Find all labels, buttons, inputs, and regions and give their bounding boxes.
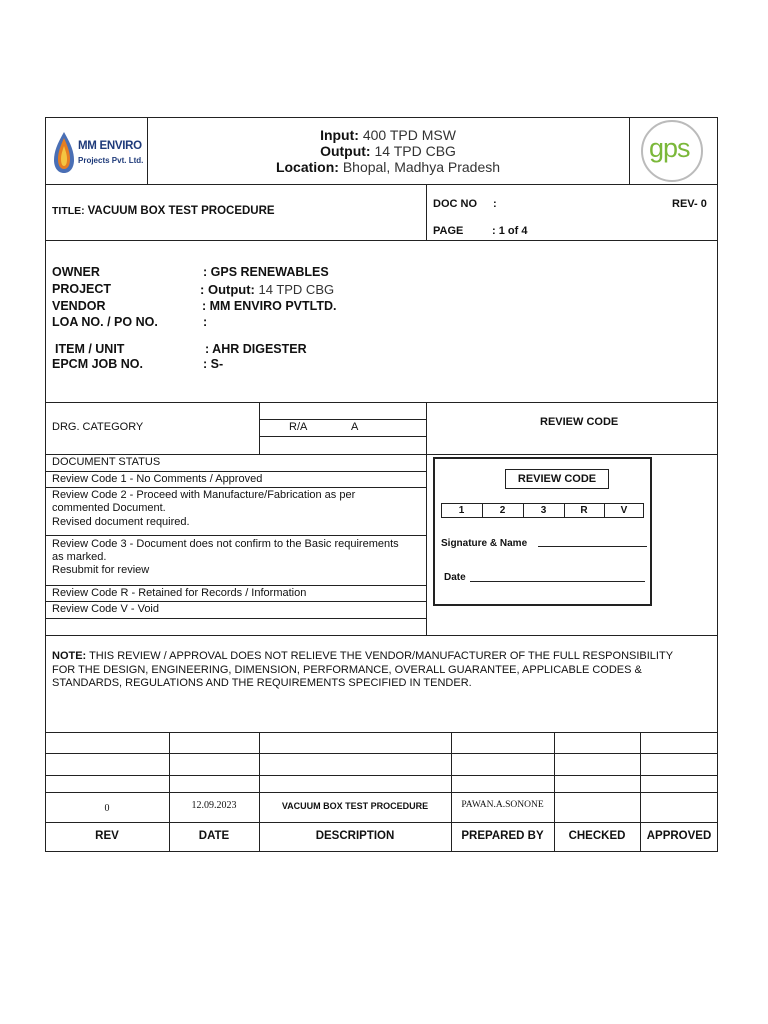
review-code-2-line1: Review Code 2 - Proceed with Manufacture/Fabrication as per — [52, 489, 356, 501]
note-line1: NOTE: THIS REVIEW / APPROVAL DOES NOT RELIEVE THE VENDOR/MANUFACTURER OF THE FULL RESPONSIBILITY — [52, 650, 674, 662]
header-date: DATE — [198, 830, 230, 842]
doc-no-label: DOC NO — [433, 198, 477, 210]
review-code-heading: REVIEW CODE — [540, 416, 619, 428]
review-code-3-line2: as marked. — [52, 551, 107, 563]
owner-value: : GPS RENEWABLES — [203, 265, 329, 279]
date-line[interactable] — [470, 581, 645, 582]
document-status-heading: DOCUMENT STATUS — [52, 456, 161, 468]
loa-label: LOA NO. / PO NO. — [52, 315, 158, 329]
review-code-3-line1: Review Code 3 - Document does not confirm to the Basic requirements — [52, 538, 399, 550]
header-checked: CHECKED — [568, 830, 626, 842]
owner-label: OWNER — [52, 265, 100, 279]
header-input-line: Input: 400 TPD MSW — [320, 127, 456, 143]
mm-enviro-logo — [52, 130, 144, 176]
drg-category-label: DRG. CATEGORY — [52, 421, 144, 433]
review-code-v: Review Code V - Void — [52, 603, 159, 615]
description-cell: VACUUM BOX TEST PROCEDURE — [281, 801, 429, 811]
logo-left-line1: MM ENVIRO — [78, 140, 142, 152]
header-description: DESCRIPTION — [315, 830, 395, 842]
page-label: PAGE — [433, 225, 464, 237]
doc-no-value: : — [493, 198, 497, 210]
stamp-code-v[interactable]: V — [620, 505, 628, 516]
note-line2: FOR THE DESIGN, ENGINEERING, DIMENSION, PERFORMANCE, OVERALL GUARANTEE, APPLICABLE CODES & — [52, 664, 642, 676]
epcm-value: : S- — [203, 357, 224, 371]
header-approved: APPROVED — [646, 830, 712, 842]
review-code-2-line2: commented Document. — [52, 502, 166, 514]
header-prepared-by: PREPARED BY — [461, 830, 544, 842]
vendor-value: : MM ENVIRO PVTLTD. — [202, 299, 337, 313]
loa-value: : — [203, 315, 208, 329]
gps-logo — [641, 120, 703, 182]
vendor-label: VENDOR — [52, 299, 106, 313]
ra-label: R/A — [289, 421, 308, 433]
stamp-code-r[interactable]: R — [580, 505, 588, 516]
review-code-2-line3: Revised document required. — [52, 516, 190, 528]
stamp-date-label: Date — [444, 572, 466, 583]
page-value: : 1 of 4 — [492, 225, 528, 237]
note-line3: STANDARDS, REGULATIONS AND THE REQUIREMENTS SPECIFIED IN TENDER. — [52, 677, 472, 689]
rev-label: REV- 0 — [672, 198, 707, 210]
review-code-1: Review Code 1 - No Comments / Approved — [52, 473, 263, 485]
droplet-icon — [52, 130, 76, 174]
stamp-signature-label: Signature & Name — [441, 538, 528, 549]
header-location-line: Location: Bhopal, Madhya Pradesh — [275, 159, 501, 175]
signature-line[interactable] — [538, 546, 647, 547]
header-rev: REV — [95, 830, 119, 842]
prepared-by-cell: PAWAN.A.SONONE — [461, 800, 544, 810]
date-cell: 12.09.2023 — [191, 800, 237, 811]
stamp-code-3[interactable]: 3 — [540, 505, 547, 516]
stamp-code-2[interactable]: 2 — [499, 505, 506, 516]
review-code-r: Review Code R - Retained for Records / Information — [52, 587, 307, 599]
stamp-code-1[interactable]: 1 — [458, 505, 465, 516]
review-code-3-line3: Resubmit for review — [52, 564, 150, 576]
document-title: TITLE: VACUUM BOX TEST PROCEDURE — [52, 205, 275, 217]
stamp-title: REVIEW CODE — [517, 473, 597, 485]
item-label: ITEM / UNIT — [55, 342, 125, 356]
gps-logo-text: gps — [649, 133, 690, 163]
item-value: : AHR DIGESTER — [205, 342, 307, 356]
rev-cell: 0 — [104, 803, 110, 814]
logo-left-line2: Projects Pvt. Ltd. — [78, 156, 144, 165]
project-label: PROJECT — [52, 282, 112, 296]
a-label: A — [351, 421, 359, 433]
header-output-line: Output: 14 TPD CBG — [320, 143, 456, 159]
project-value: : Output: 14 TPD CBG — [200, 282, 335, 297]
epcm-label: EPCM JOB NO. — [52, 357, 143, 371]
